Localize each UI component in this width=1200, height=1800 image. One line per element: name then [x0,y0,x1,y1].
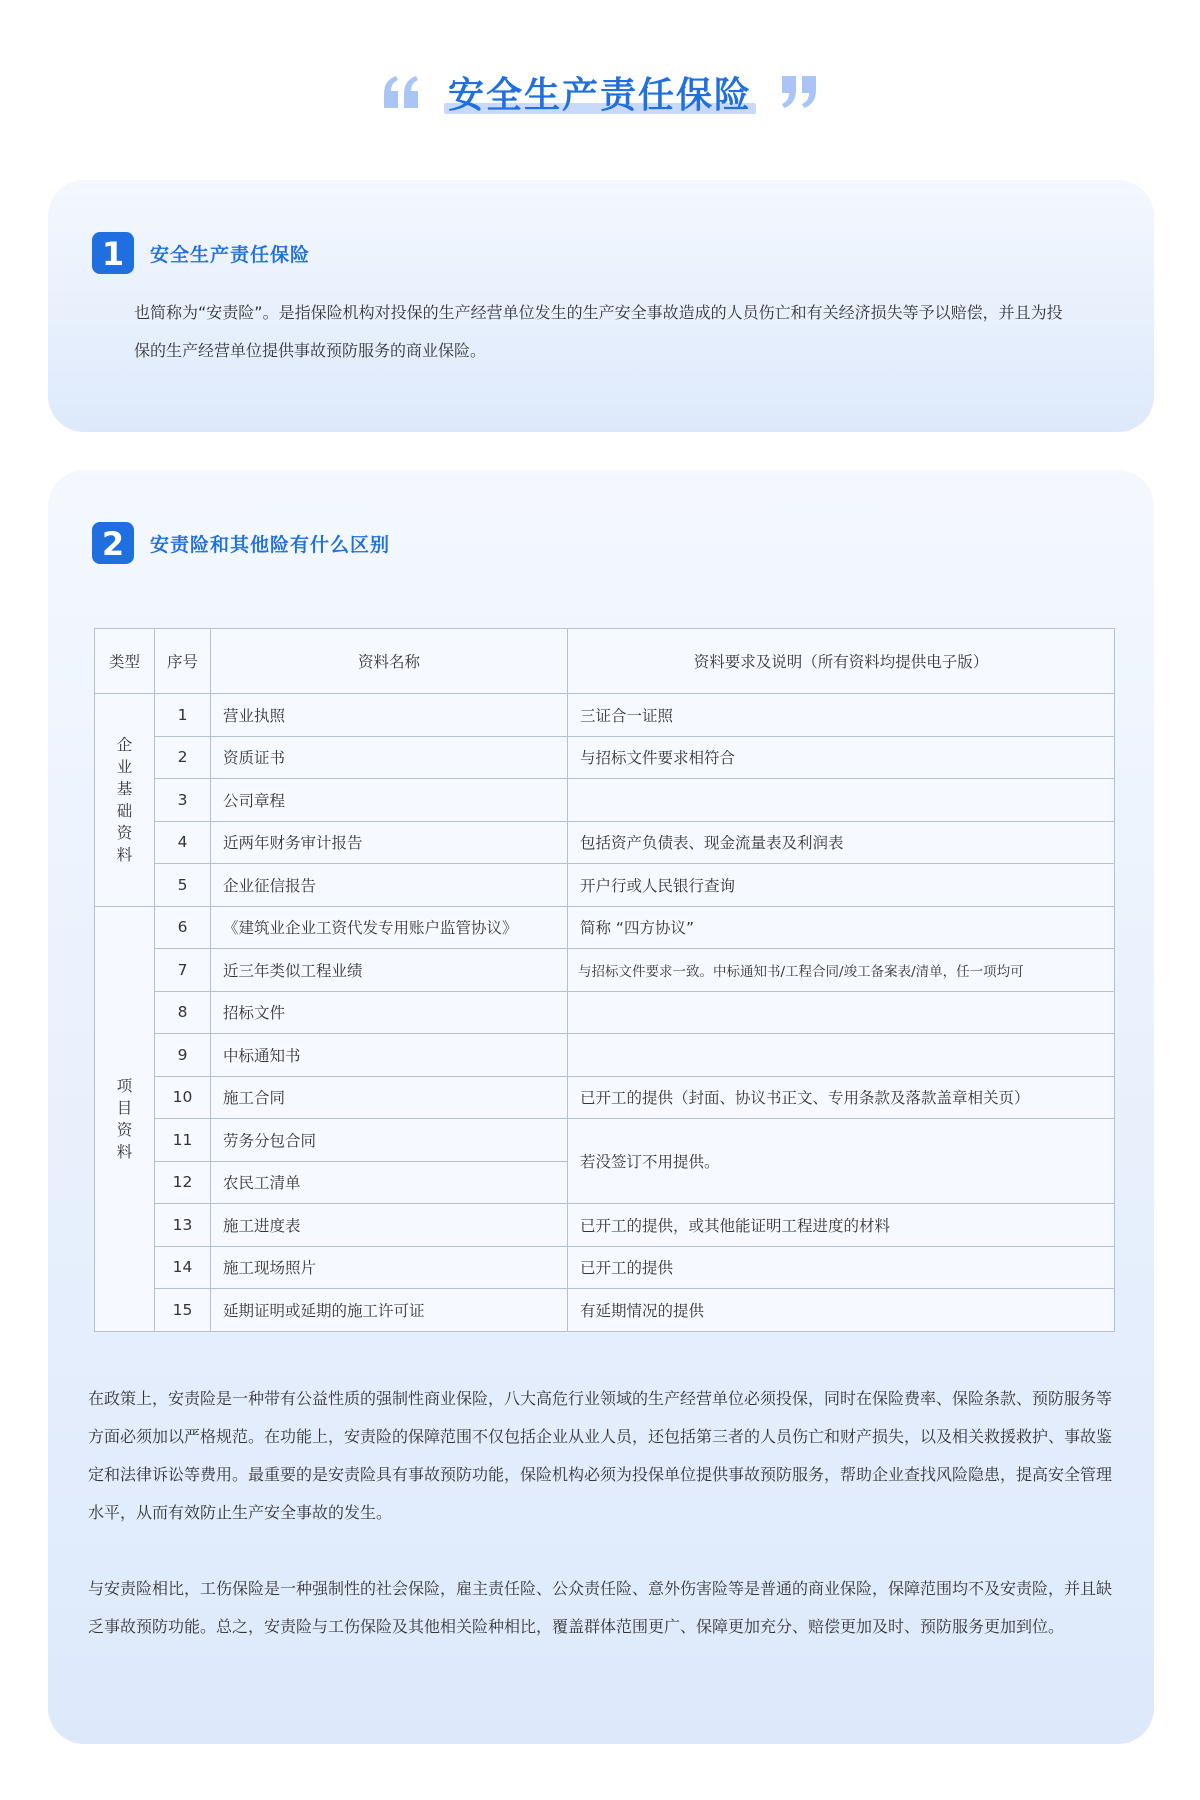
cell-type [95,906,155,1331]
comparison-paragraph: 与安责险相比，工伤保险是一种强制性的社会保险，雇主责任险、公众责任险、意外伤害险等是普通的商业保险，保障范围均不及安责险，并且缺乏事故预防功能。总之，安责险与工伤保险及其他相关险种相比，覆盖群体范围更广、保障更加充分、赔偿更加及时、预防服务更加到位。 [88,1579,1113,1636]
table-row [95,864,1115,907]
section-1-text: 也简称为“安责险”。是指保险机构对投保的生产经营单位发生的生产安全事故造成的人员伤亡和有关经济损失等予以赔偿，并且为投保的生产经营单位提供事故预防服务的商业保险。 [134,303,1063,360]
section-2-card [48,470,1154,1744]
cell-description [568,991,1115,1034]
table-row [95,991,1115,1034]
table-row [95,1289,1115,1332]
svg-text:2: 2 [101,525,125,563]
cell-name: 中标通知书 [211,1034,568,1077]
type-label: 项目资料 [116,1076,133,1161]
table-row [95,1204,1115,1247]
open-quote-icon [382,74,422,110]
cell-name: 施工进度表 [211,1204,568,1247]
table-row [95,1119,1115,1162]
section-1-title: 安全生产责任保险 [150,243,311,266]
table-row [95,949,1115,992]
table-row [95,1076,1115,1119]
documents-table-wrap [94,628,1114,1332]
cell-number: 8 [155,991,211,1034]
cell-number: 1 [155,694,211,737]
cell-number: 11 [155,1119,211,1162]
header-name: 资料名称 [211,629,568,694]
cell-name: 施工合同 [211,1076,568,1119]
cell-number: 13 [155,1204,211,1247]
cell-description: 包括资产负债表、现金流量表及利润表 [568,821,1115,864]
close-quote-icon [778,74,818,110]
header-description: 资料要求及说明（所有资料均提供电子版） [568,629,1115,694]
cell-description: 三证合一证照 [568,694,1115,737]
cell-description: 已开工的提供，或其他能证明工程进度的材料 [568,1204,1115,1247]
documents-table [94,628,1115,1332]
cell-number: 3 [155,779,211,822]
cell-number: 5 [155,864,211,907]
cell-number: 15 [155,1289,211,1332]
table-body [95,694,1115,1332]
cell-description: 已开工的提供 [568,1246,1115,1289]
cell-number: 14 [155,1246,211,1289]
number-2-badge-icon [92,522,134,564]
section-2-title: 安责险和其他险有什么区别 [150,533,391,556]
cell-name: 近三年类似工程业绩 [211,949,568,992]
table-row [95,1034,1115,1077]
number-1-badge-icon [92,232,134,274]
table-row [95,821,1115,864]
cell-number: 2 [155,736,211,779]
cell-name: 近两年财务审计报告 [211,821,568,864]
cell-number: 9 [155,1034,211,1077]
cell-name: 企业征信报告 [211,864,568,907]
table-row [95,906,1115,949]
cell-number: 10 [155,1076,211,1119]
cell-description [568,1034,1115,1077]
cell-description: 若没签订不用提供。 [568,1119,1115,1204]
cell-description: 与招标文件要求相符合 [568,736,1115,779]
section-1-card [48,180,1154,432]
table-header-row [95,629,1115,694]
cell-type [95,694,155,907]
table-row [95,1246,1115,1289]
cell-name: 劳务分包合同 [211,1119,568,1162]
cell-name: 施工现场照片 [211,1246,568,1289]
cell-name: 招标文件 [211,991,568,1034]
table-row [95,779,1115,822]
cell-number: 12 [155,1161,211,1204]
policy-paragraph: 在政策上，安责险是一种带有公益性质的强制性商业保险，八大高危行业领域的生产经营单位必须投保，同时在保险费率、保险条款、预防服务等方面必须加以严格规范。在功能上，安责险的保障范围不仅包括企业从业人员，还包括第三者的人员伤亡和财产损失，以及相关救援救护、事故鉴定和法律诉讼等费用。最重要的是安责险具有事故预防功能，保险机构必须为投保单位提供事故预防服务，帮助企业查找风险隐患，提高安全管理水平，从而有效防止生产安全事故的发生。 [88,1389,1113,1522]
section-1-header [92,232,310,274]
header-type: 类型 [95,629,155,694]
cell-description: 已开工的提供（封面、协议书正文、专用条款及落款盖章相关页） [568,1076,1115,1119]
section-2-header [92,522,390,564]
svg-text:1: 1 [101,235,125,273]
cell-description: 与招标文件要求一致。中标通知书/工程合同/竣工备案表/清单，任一项均可 [568,949,1115,992]
type-label: 企业基础资料 [116,735,133,864]
cell-name: 营业执照 [211,694,568,737]
page-title: 安全生产责任保险 [447,74,752,116]
header-number: 序号 [155,629,211,694]
table-row [95,736,1115,779]
page-header [0,62,1200,122]
cell-name: 资质证书 [211,736,568,779]
cell-description [568,779,1115,822]
cell-description: 有延期情况的提供 [568,1289,1115,1332]
cell-description: 简称 “四方协议” [568,906,1115,949]
title-block [448,67,752,118]
cell-name: 农民工清单 [211,1161,568,1204]
cell-name: 《建筑业企业工资代发专用账户监管协议》 [211,906,568,949]
cell-name: 延期证明或延期的施工许可证 [211,1289,568,1332]
cell-name: 公司章程 [211,779,568,822]
cell-number: 7 [155,949,211,992]
table-row [95,694,1115,737]
cell-number: 6 [155,906,211,949]
cell-number: 4 [155,821,211,864]
cell-description: 开户行或人民银行查询 [568,864,1115,907]
